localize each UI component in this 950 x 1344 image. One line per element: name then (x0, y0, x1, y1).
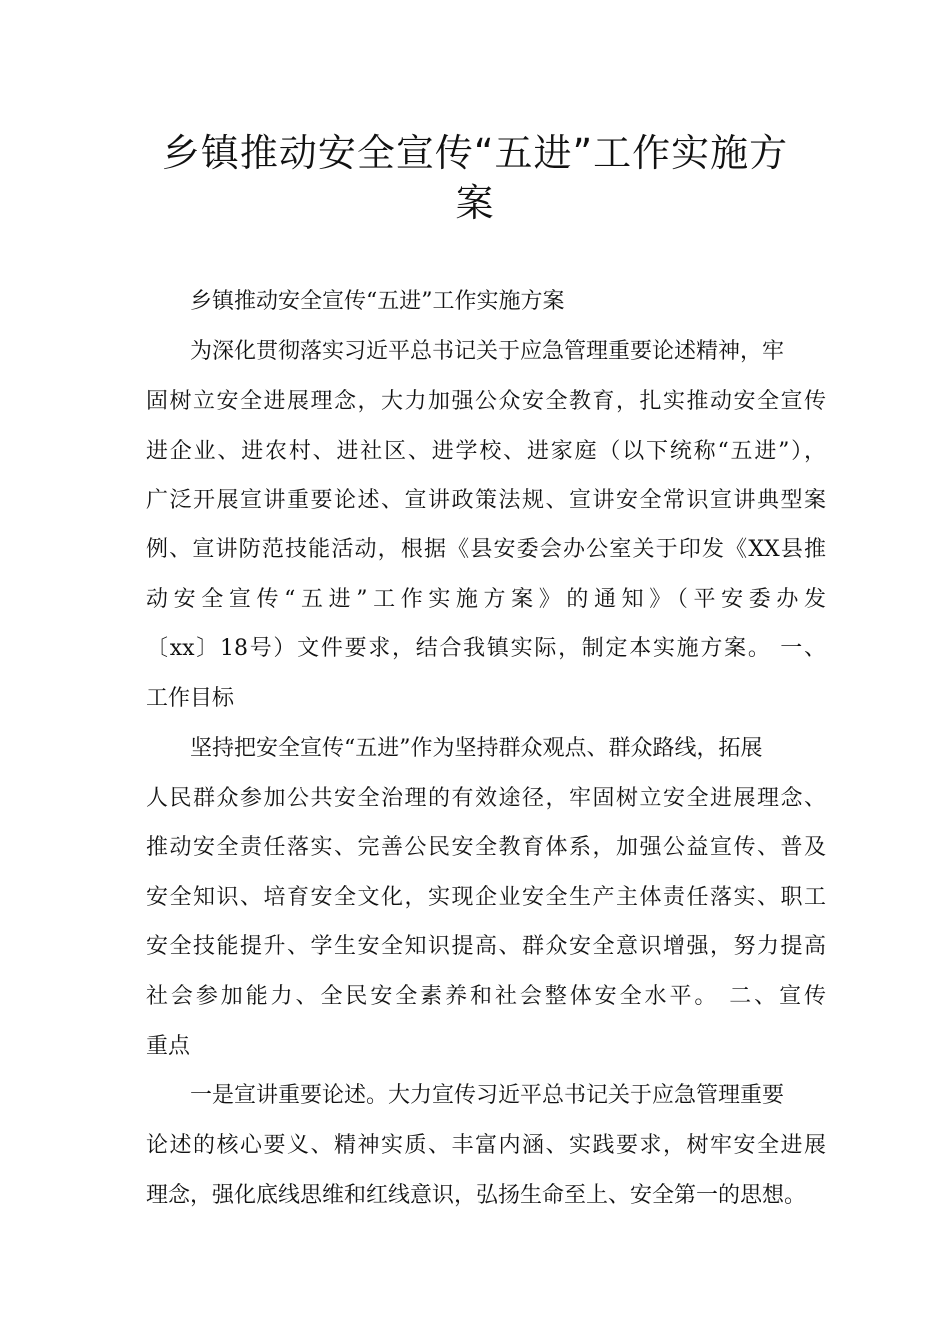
paragraph-line: 社会参加能力、全民安全素养和社会整体安全水平。 二、宣传 (146, 984, 826, 1009)
section-heading-line: 工作目标 (146, 686, 235, 711)
paragraph-line: 广泛开展宣讲重要论述、宣讲政策法规、宣讲安全常识宣讲典型案 (146, 488, 826, 513)
subtitle-line: 乡镇推动安全宣传“五进”工作实施方案 (190, 289, 565, 314)
paragraph-line: 安全技能提升、学生安全知识提高、群众安全意识增强，努力提高 (146, 934, 826, 959)
paragraph-line: 进企业、进农村、进社区、进学校、进家庭（以下统称“五进”）， (146, 439, 826, 464)
paragraph-line: 坚持把安全宣传“五进”作为坚持群众观点、群众路线，拓展 (190, 736, 763, 761)
paragraph-line: 理念，强化底线思维和红线意识，弘扬生命至上、安全第一的思想。 (146, 1183, 807, 1208)
paragraph-line: 固树立安全进展理念，大力加强公众安全教育，扎实推动安全宣传 (146, 389, 826, 414)
document-title-line-2: 案 (455, 181, 495, 225)
paragraph-line: 安全知识、培育安全文化，实现企业安全生产主体责任落实、职工 (146, 885, 826, 910)
paragraph-line: 人民群众参加公共安全治理的有效途径，牢固树立安全进展理念、 (146, 786, 826, 811)
paragraph-line: 例、宣讲防范技能活动，根据《县安委会办公室关于印发《XX县推 (146, 537, 826, 562)
paragraph-line: 论述的核心要义、精神实质、丰富内涵、实践要求，树牢安全进展 (146, 1133, 826, 1158)
paragraph-line: 一是宣讲重要论述。大力宣传习近平总书记关于应急管理重要 (190, 1083, 785, 1108)
section-heading-line: 重点 (146, 1034, 191, 1059)
paragraph-line: 推动安全责任落实、完善公民安全教育体系，加强公益宣传、普及 (146, 835, 826, 860)
paragraph-line: 动安全宣传“五进”工作实施方案》的通知》（平安委办发 (146, 587, 826, 612)
paragraph-line: 为深化贯彻落实习近平总书记关于应急管理重要论述精神，牢 (190, 339, 785, 364)
document-title-line-1: 乡镇推动安全宣传“五进”工作实施方 (161, 131, 789, 175)
paragraph-line: 〔xx〕18号）文件要求，结合我镇实际，制定本实施方案。 一、 (146, 636, 826, 661)
